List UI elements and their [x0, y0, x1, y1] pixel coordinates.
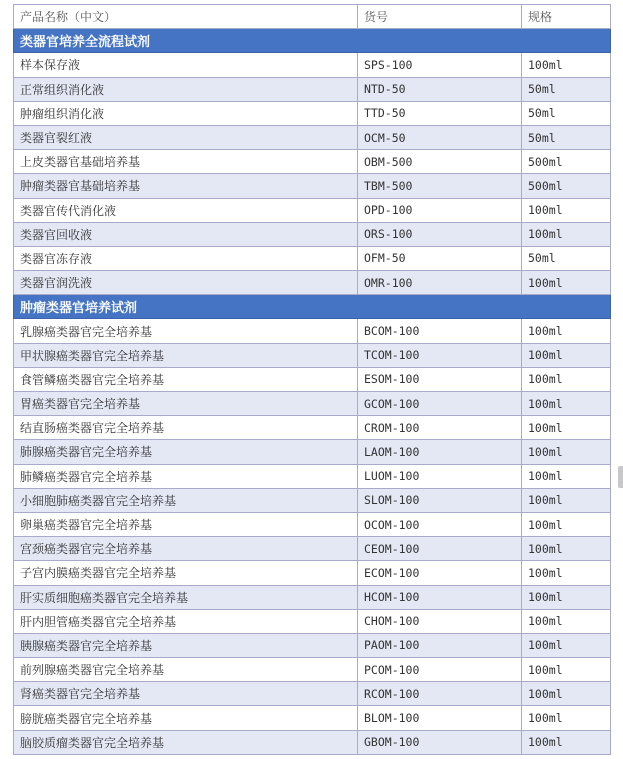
product-code-cell: OBM-500: [358, 150, 522, 173]
product-spec-cell: 100ml: [528, 444, 563, 459]
product-spec-cell: 100ml: [528, 638, 563, 653]
product-spec-cell: 100ml: [528, 517, 563, 532]
product-code-cell: PCOM-100: [358, 658, 522, 681]
product-spec-cell: 50ml: [528, 106, 556, 121]
section-header: 类器官培养全流程试剂: [13, 29, 611, 53]
product-name-cell: 类器官冻存液: [14, 247, 358, 270]
product-code-cell: CEOM-100: [358, 537, 522, 560]
product-code-cell: TTD-50: [358, 102, 522, 125]
product-code-cell: TBM-500: [358, 174, 522, 197]
table-header-row: [13, 5, 611, 29]
product-code-cell: ESOM-100: [358, 368, 522, 391]
product-name-cell: 前列腺癌类器官完全培养基: [14, 658, 358, 681]
product-spec-cell: 100ml: [528, 57, 563, 72]
product-spec-cell: 100ml: [528, 324, 563, 339]
product-code-cell: LUOM-100: [358, 465, 522, 488]
product-spec-cell: 100ml: [528, 686, 563, 701]
product-code-cell: BCOM-100: [358, 319, 522, 342]
product-name-cell: 类器官润洗液: [14, 271, 358, 294]
header-name: 产品名称（中文）: [14, 5, 358, 28]
product-name-cell: 肿瘤组织消化液: [14, 102, 358, 125]
product-spec-cell: 100ml: [528, 348, 563, 363]
table-row: [13, 489, 611, 513]
product-code-cell: BLOM-100: [358, 706, 522, 729]
product-spec-cell: 100ml: [528, 565, 563, 580]
product-table: [13, 4, 611, 755]
table-row: [13, 53, 611, 77]
product-name-cell: 卵巢癌类器官完全培养基: [14, 513, 358, 536]
table-row: [13, 319, 611, 343]
table-row: [13, 537, 611, 561]
product-code-cell: SLOM-100: [358, 489, 522, 512]
table-row: [13, 610, 611, 634]
product-code-cell: PAOM-100: [358, 634, 522, 657]
product-spec-cell: 100ml: [528, 396, 563, 411]
table-row: [13, 513, 611, 537]
table-row: [13, 440, 611, 464]
product-spec-cell: 100ml: [528, 420, 563, 435]
table-row: [13, 150, 611, 174]
table-row: [13, 392, 611, 416]
product-code-cell: HCOM-100: [358, 586, 522, 609]
table-row: [13, 658, 611, 682]
product-name-cell: 结直肠癌类器官完全培养基: [14, 416, 358, 439]
product-name-cell: 食管鳞癌类器官完全培养基: [14, 368, 358, 391]
product-spec-cell: 100ml: [528, 493, 563, 508]
product-spec-cell: 100ml: [528, 372, 563, 387]
product-code-cell: RCOM-100: [358, 682, 522, 705]
product-code-cell: OPD-100: [358, 199, 522, 222]
product-spec-cell: 100ml: [528, 711, 563, 726]
product-code-cell: CHOM-100: [358, 610, 522, 633]
product-code-cell: ECOM-100: [358, 561, 522, 584]
product-spec-cell: 100ml: [528, 469, 563, 484]
product-name-cell: 肿瘤类器官基础培养基: [14, 174, 358, 197]
product-code-cell: TCOM-100: [358, 344, 522, 367]
product-name-cell: 肾癌类器官完全培养基: [14, 682, 358, 705]
table-row: [13, 586, 611, 610]
product-spec-cell: 100ml: [528, 275, 563, 290]
table-row: [13, 731, 611, 755]
product-spec-cell: 100ml: [528, 614, 563, 629]
product-name-cell: 胰腺癌类器官完全培养基: [14, 634, 358, 657]
table-row: [13, 465, 611, 489]
product-spec-cell: 100ml: [528, 541, 563, 556]
table-row: [13, 561, 611, 585]
table-row: [13, 271, 611, 295]
product-name-cell: 胃癌类器官完全培养基: [14, 392, 358, 415]
product-spec-cell: 50ml: [528, 82, 556, 97]
product-name-cell: 上皮类器官基础培养基: [14, 150, 358, 173]
table-row: [13, 223, 611, 247]
product-code-cell: CROM-100: [358, 416, 522, 439]
product-name-cell: 宫颈癌类器官完全培养基: [14, 537, 358, 560]
table-row: [13, 682, 611, 706]
table-row: [13, 126, 611, 150]
product-name-cell: 正常组织消化液: [14, 78, 358, 101]
header-code: 货号: [358, 5, 522, 28]
product-name-cell: 肝内胆管癌类器官完全培养基: [14, 610, 358, 633]
table-row: [13, 368, 611, 392]
product-spec-cell: 100ml: [528, 662, 563, 677]
product-spec-cell: 500ml: [528, 178, 563, 193]
table-row: [13, 706, 611, 730]
table-row: [13, 634, 611, 658]
product-spec-cell: 500ml: [528, 154, 563, 169]
table-row: [13, 344, 611, 368]
table-row: [13, 78, 611, 102]
table-body: [13, 29, 611, 755]
product-spec-cell: 100ml: [528, 735, 563, 750]
product-code-cell: ORS-100: [358, 223, 522, 246]
product-name-cell: 子宫内膜癌类器官完全培养基: [14, 561, 358, 584]
product-code-cell: GCOM-100: [358, 392, 522, 415]
product-spec-cell: 100ml: [528, 590, 563, 605]
section-header: 肿瘤类器官培养试剂: [13, 295, 611, 319]
product-name-cell: 类器官回收液: [14, 223, 358, 246]
product-name-cell: 脑胶质瘤类器官完全培养基: [14, 731, 358, 754]
product-code-cell: OCM-50: [358, 126, 522, 149]
product-name-cell: 甲状腺癌类器官完全培养基: [14, 344, 358, 367]
product-spec-cell: 50ml: [528, 130, 556, 145]
table-row: [13, 102, 611, 126]
table-row: [13, 247, 611, 271]
table-row: [13, 199, 611, 223]
product-name-cell: 肺腺癌类器官完全培养基: [14, 440, 358, 463]
product-name-cell: 膀胱癌类器官完全培养基: [14, 706, 358, 729]
product-code-cell: NTD-50: [358, 78, 522, 101]
product-code-cell: LAOM-100: [358, 440, 522, 463]
table-row: [13, 416, 611, 440]
product-spec-cell: 100ml: [528, 203, 563, 218]
product-name-cell: 样本保存液: [14, 53, 358, 76]
header-spec: 规格: [528, 10, 553, 25]
product-code-cell: OFM-50: [358, 247, 522, 270]
table-row: [13, 174, 611, 198]
product-name-cell: 类器官传代消化液: [14, 199, 358, 222]
product-name-cell: 肺鳞癌类器官完全培养基: [14, 465, 358, 488]
product-spec-cell: 100ml: [528, 227, 563, 242]
product-code-cell: GBOM-100: [358, 731, 522, 754]
product-name-cell: 肝实质细胞癌类器官完全培养基: [14, 586, 358, 609]
product-name-cell: 小细胞肺癌类器官完全培养基: [14, 489, 358, 512]
product-name-cell: 乳腺癌类器官完全培养基: [14, 319, 358, 342]
product-code-cell: SPS-100: [358, 53, 522, 76]
product-code-cell: OMR-100: [358, 271, 522, 294]
product-code-cell: OCOM-100: [358, 513, 522, 536]
product-spec-cell: 50ml: [528, 251, 556, 266]
product-name-cell: 类器官裂红液: [14, 126, 358, 149]
scrollbar-handle[interactable]: [618, 466, 623, 488]
